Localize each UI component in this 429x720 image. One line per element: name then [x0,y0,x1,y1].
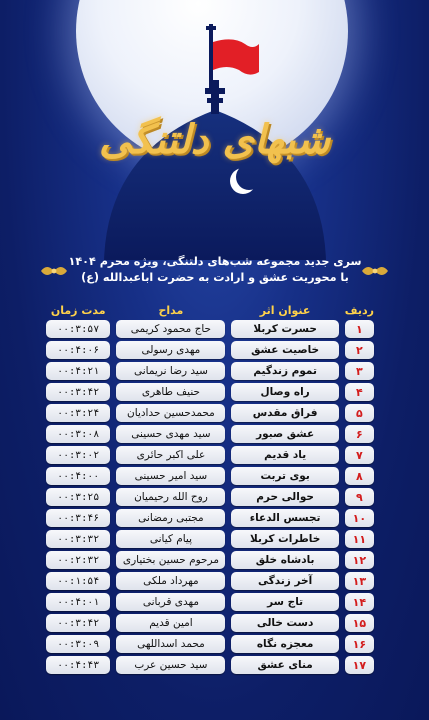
table-row [46,635,374,653]
shrine-dome-illustration [104,80,326,260]
table-row [46,446,374,464]
track-title: معجزه نگاه [231,635,338,653]
track-title: خاطرات کربلا [231,530,338,548]
table-row [46,404,374,422]
performer-name: علی اکبر حائری [116,446,225,464]
track-title: راه وصال [231,383,338,401]
flag-icon [205,24,265,94]
performer-name: مجتبی رمضانی [116,509,225,527]
header-performer: مداح [158,303,184,317]
track-title: یاد قدیم [231,446,338,464]
table-header-row [46,303,374,317]
performer-name: حنیف طاهری [116,383,225,401]
track-title: خاصیت عشق [231,341,338,359]
table-row [46,383,374,401]
subtitle-line-1: سری جدید مجموعه شب‌های دلتنگی، ویژه محرم ۱۴۰۴ [68,255,362,268]
track-title: فراق مقدس [231,404,338,422]
track-duration: ۰۰:۳:۰۹ [46,635,110,653]
table-row [46,509,374,527]
table-row [46,488,374,506]
track-duration: ۰۰:۳:۲۵ [46,488,110,506]
track-title: بوی تربت [231,467,338,485]
track-duration: ۰۰:۳:۰۲ [46,446,110,464]
row-number: ۱۵ [345,614,374,632]
row-number: ۱۱ [345,530,374,548]
table-row [46,572,374,590]
row-number: ۳ [345,362,374,380]
performer-name: مرحوم حسین بختیاری [116,551,225,569]
table-row [46,425,374,443]
track-duration: ۰۰:۳:۵۷ [46,320,110,338]
track-duration: ۰۰:۳:۴۲ [46,614,110,632]
schedule-table [40,300,380,677]
performer-name: مهدی رسولی [116,341,225,359]
performer-name: سید حسین عرب [116,656,225,674]
track-title: تاج سر [231,593,338,611]
row-number: ۲ [345,341,374,359]
track-duration: ۰۰:۴:۰۰ [46,467,110,485]
track-duration: ۰۰:۴:۴۳ [46,656,110,674]
track-title: منای عشق [231,656,338,674]
track-title: تموم زندگیم [231,362,338,380]
track-duration: ۰۰:۳:۴۶ [46,509,110,527]
track-title: عشق صبور [231,425,338,443]
row-number: ۱۷ [345,656,374,674]
row-number: ۶ [345,425,374,443]
performer-name: مهدی قربانی [116,593,225,611]
performer-name: محمدحسین حدادیان [116,404,225,422]
row-number: ۹ [345,488,374,506]
track-duration: ۰۰:۳:۰۸ [46,425,110,443]
track-duration: ۰۰:۳:۲۴ [46,404,110,422]
row-number: ۴ [345,383,374,401]
performer-name: مهرداد ملکی [116,572,225,590]
poster-title: شبهای دلتنگی [98,116,330,163]
track-duration: ۰۰:۴:۰۶ [46,341,110,359]
table-row [46,320,374,338]
table-row [46,467,374,485]
table-row [46,656,374,674]
table-row [46,341,374,359]
track-title: آخر زندگی [231,572,338,590]
header-duration: مدت زمان [50,303,106,317]
table-row [46,362,374,380]
row-number: ۵ [345,404,374,422]
row-number: ۱۲ [345,551,374,569]
table-row [46,614,374,632]
header-number: ردیف [344,303,374,317]
row-number: ۷ [345,446,374,464]
track-title: بادشاه خلق [231,551,338,569]
performer-name: سید رضا نریمانی [116,362,225,380]
performer-name: محمد اسداللهی [116,635,225,653]
crescent-moon-icon [236,164,262,190]
performer-name: حاج محمود کریمی [116,320,225,338]
track-duration: ۰۰:۳:۳۲ [46,530,110,548]
track-title: تجسس الدعاء [231,509,338,527]
row-number: ۱۴ [345,593,374,611]
performer-name: سید مهدی حسینی [116,425,225,443]
track-duration: ۰۰:۱:۵۴ [46,572,110,590]
performer-name: امین قدیم [116,614,225,632]
track-title: حسرت کربلا [231,320,338,338]
track-title: حوالی حرم [231,488,338,506]
row-number: ۱۰ [345,509,374,527]
table-row [46,551,374,569]
table-row [46,530,374,548]
track-duration: ۰۰:۳:۴۲ [46,383,110,401]
track-duration: ۰۰:۲:۳۲ [46,551,110,569]
row-number: ۱ [345,320,374,338]
track-duration: ۰۰:۴:۰۱ [46,593,110,611]
track-duration: ۰۰:۴:۲۱ [46,362,110,380]
header-title: عنوان اثر [259,303,311,317]
performer-name: سید امیر حسینی [116,467,225,485]
performer-name: پیام کیانی [116,530,225,548]
row-number: ۱۶ [345,635,374,653]
track-title: دست خالی [231,614,338,632]
subtitle-line-2: با محوریت عشق و ارادت به حضرت اباعبدالله (ع) [81,271,349,284]
row-number: ۱۳ [345,572,374,590]
table-row [46,593,374,611]
poster-subtitle [60,254,370,286]
row-number: ۸ [345,467,374,485]
performer-name: روح الله رحیمیان [116,488,225,506]
